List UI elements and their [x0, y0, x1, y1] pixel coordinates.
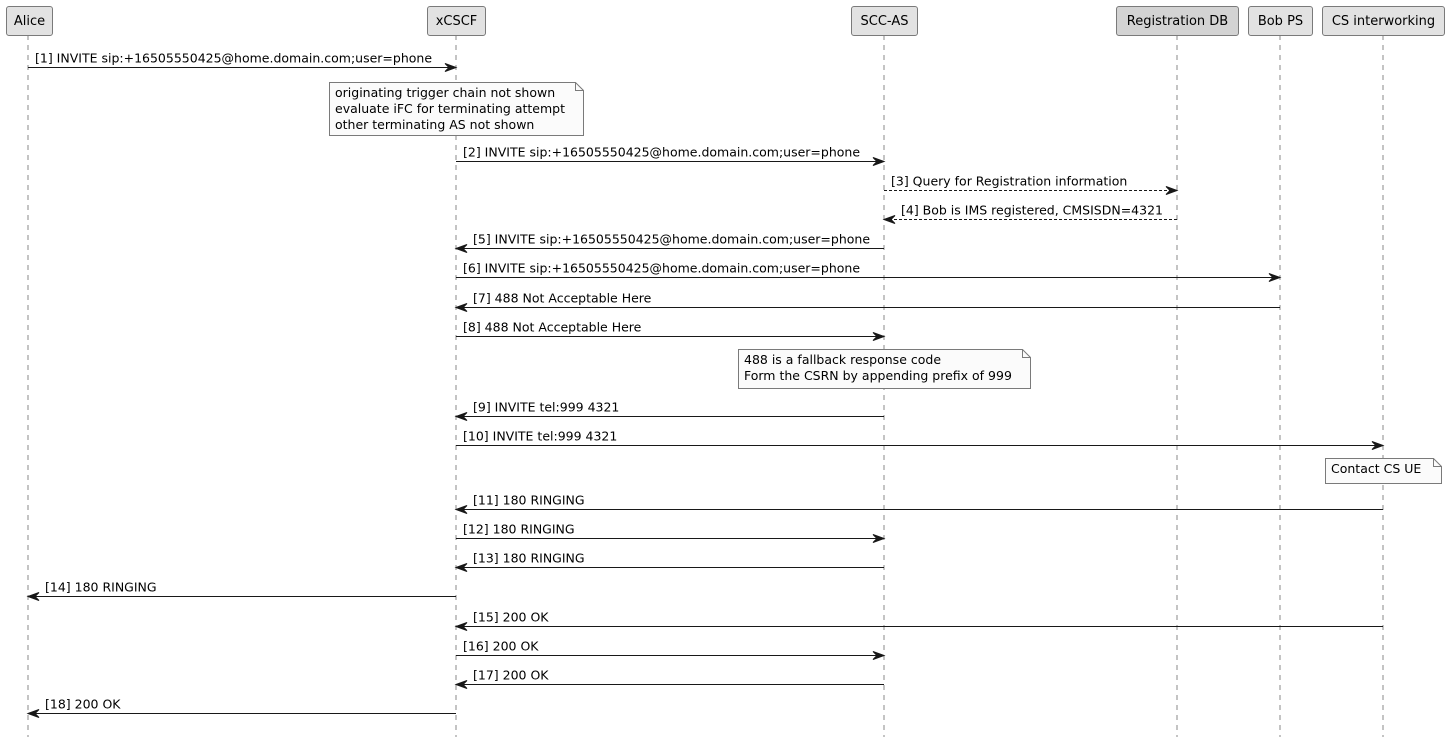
- message-5: [456, 232, 884, 253]
- message-13: [456, 551, 884, 572]
- message-18: [28, 697, 456, 718]
- note-sccas: [739, 350, 1031, 389]
- message-9: [456, 400, 884, 421]
- note-text: Form the CSRN by appending prefix of 999: [744, 368, 1012, 383]
- message-1: [28, 51, 456, 72]
- message-label: [3] Query for Registration information: [891, 173, 1128, 189]
- message-label: [15] 200 OK: [473, 609, 549, 625]
- note-text: evaluate iFC for terminating attempt: [335, 101, 566, 116]
- participant-csiw: [1323, 7, 1445, 36]
- participant-label: SCC-AS: [860, 14, 909, 29]
- message-label: [5] INVITE sip:+16505550425@home.domain.com;user=phone: [473, 231, 871, 247]
- message-8: [456, 320, 884, 341]
- note-xcscf: [330, 83, 584, 136]
- message-3: [884, 174, 1177, 195]
- note-text: Contact CS UE: [1331, 461, 1422, 476]
- message-label: [8] 488 Not Acceptable Here: [463, 319, 642, 335]
- message-label: [13] 180 RINGING: [473, 550, 585, 566]
- message-label: [9] INVITE tel:999 4321: [473, 399, 620, 415]
- participant-label: Alice: [13, 14, 46, 29]
- message-label: [12] 180 RINGING: [463, 521, 575, 537]
- message-2: [456, 145, 884, 166]
- message-label: [1] INVITE sip:+16505550425@home.domain.com;user=phone: [35, 50, 433, 66]
- message-14: [28, 580, 456, 601]
- arrowhead: [1166, 187, 1177, 195]
- message-label: [4] Bob is IMS registered, CMSISDN=4321: [901, 202, 1163, 218]
- message-label: [2] INVITE sip:+16505550425@home.domain.com;user=phone: [463, 144, 861, 160]
- participant-label: Bob PS: [1257, 14, 1304, 29]
- participant-label: Registration DB: [1126, 14, 1229, 29]
- message-17: [456, 668, 884, 689]
- participant-regdb: [1117, 7, 1239, 36]
- message-7: [456, 291, 1280, 312]
- message-10: [456, 429, 1383, 450]
- note-text: 488 is a fallback response code: [744, 352, 942, 367]
- message-label: [17] 200 OK: [473, 667, 549, 683]
- message-label: [18] 200 OK: [45, 696, 121, 712]
- participant-label: CS interworking: [1331, 14, 1436, 29]
- message-label: [10] INVITE tel:999 4321: [463, 428, 618, 444]
- participant-xcscf: [428, 7, 486, 36]
- note-text: other terminating AS not shown: [335, 117, 535, 132]
- message-label: [6] INVITE sip:+16505550425@home.domain.com;user=phone: [463, 260, 861, 276]
- message-label: [16] 200 OK: [463, 638, 539, 654]
- participant-alice: [7, 7, 53, 36]
- participant-label: xCSCF: [435, 14, 478, 29]
- note-csiw: [1326, 459, 1442, 484]
- message-label: [14] 180 RINGING: [45, 579, 157, 595]
- message-16: [456, 639, 884, 660]
- message-6: [456, 261, 1280, 282]
- participant-bobps: [1249, 7, 1313, 36]
- message-label: [11] 180 RINGING: [473, 492, 585, 508]
- message-12: [456, 522, 884, 543]
- message-4: [884, 203, 1177, 224]
- message-11: [456, 493, 1383, 514]
- note-text: originating trigger chain not shown: [335, 85, 556, 100]
- participant-sccas: [852, 7, 918, 36]
- arrowhead: [884, 216, 895, 224]
- message-label: [7] 488 Not Acceptable Here: [473, 290, 652, 306]
- message-15: [456, 610, 1383, 631]
